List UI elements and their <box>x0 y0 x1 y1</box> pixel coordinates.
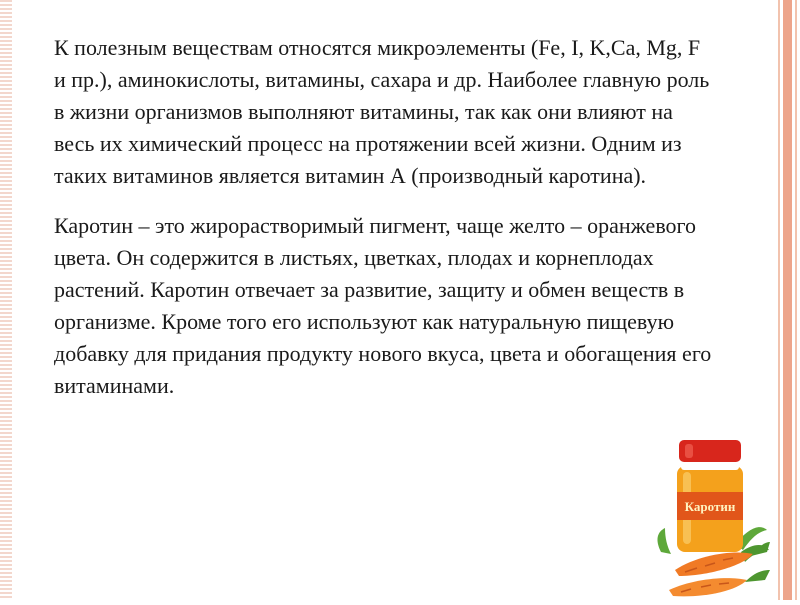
paragraph-microelements: К полезным веществам относятся микроэлементы (Fe, I, K,Ca, Mg, F и пр.), аминокислоты, витамины, сахара и др. Наиболее главную роль в жизни организмов выполняют витамины, так как они влияют на весь их химический процесс на протяжении всей жизни. Одним из таких витаминов является витамин А (производный каротина). <box>54 35 710 188</box>
paragraph-carotene: Каротин – это жирорастворимый пигмент, чаще желто – оранжевого цвета. Он содержится в листьях, цветках, плодах и корнеплодах растений. Каротин отвечает за развитие, защиту и обмен веществ в организме. Кроме того его используют как натуральную пищевую добавку для придания продукту нового вкуса, цвета и обогащения его витаминами. <box>54 213 712 398</box>
left-decorative-border <box>0 0 12 600</box>
carotene-jar-with-carrots-icon <box>655 432 770 600</box>
jar-label: Каротин <box>684 499 736 514</box>
slide-text <box>54 32 714 420</box>
product-illustration <box>655 432 770 600</box>
right-decorative-border <box>770 0 800 600</box>
